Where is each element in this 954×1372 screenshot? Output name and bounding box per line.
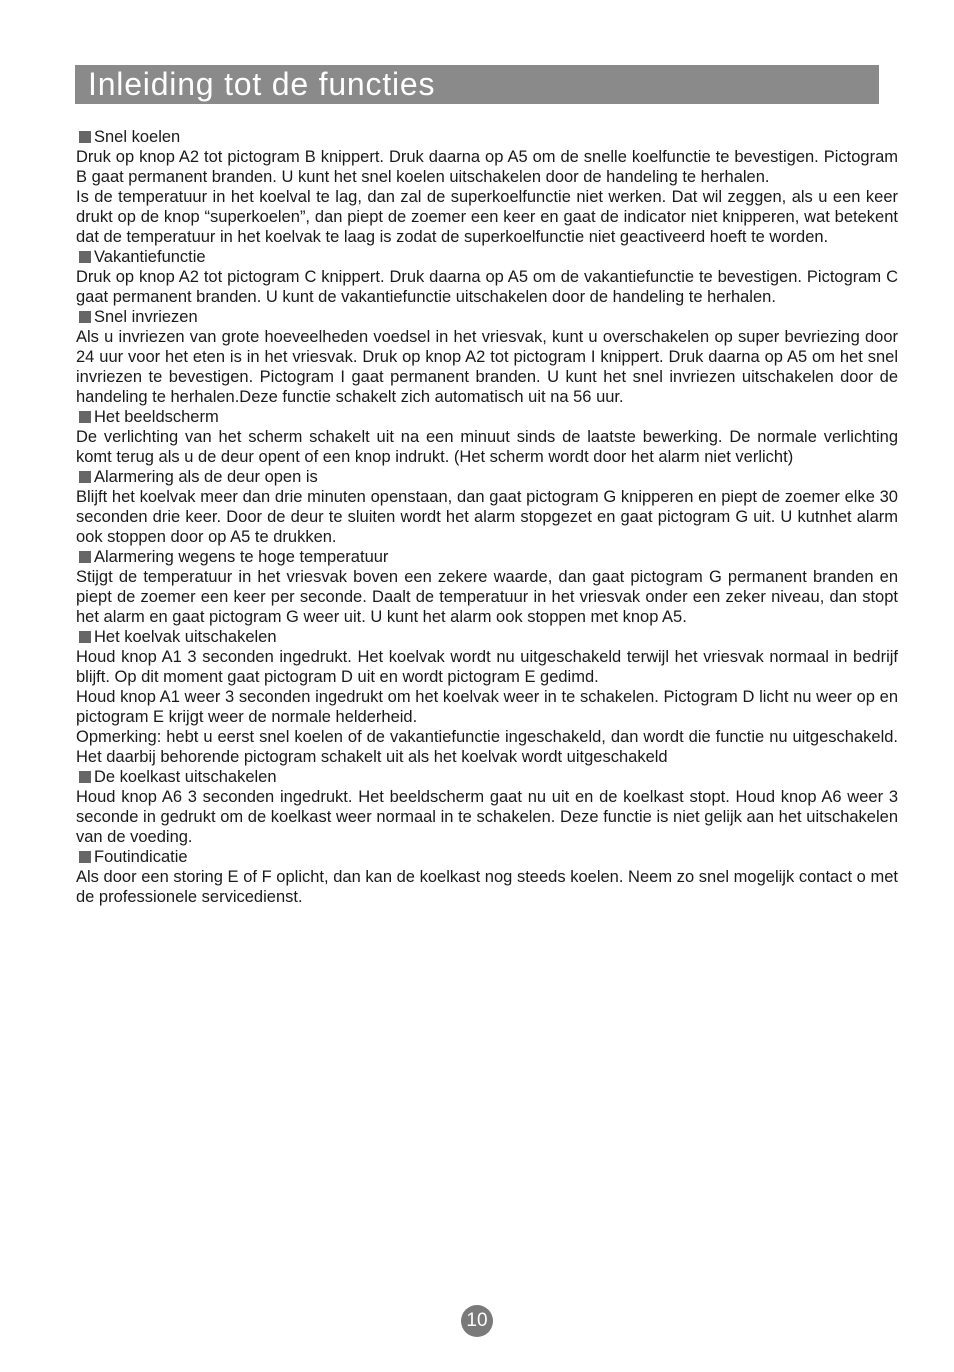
section-heading-alarm-temperatuur: [76, 547, 898, 567]
square-bullet-icon: [79, 771, 91, 783]
section-heading-foutindicatie: [76, 847, 898, 867]
paragraph: Stijgt de temperatuur in het vriesvak boven een zekere waarde, dan gaat pictogram G permanent branden en piept de zoemer een keer per seconde. Daalt de temperatuur in het vriesvak onder een zeker niveau, dan stopt het alarm en gaat pictogram G weer uit. U kunt het alarm ook stoppen met knop A5.: [76, 568, 898, 626]
section-heading-koelkast-uitschakelen: [76, 767, 898, 787]
section-title: De koelkast uitschakelen: [94, 768, 277, 786]
section-heading-snel-invriezen: [76, 307, 898, 327]
section-title: Snel invriezen: [94, 308, 198, 326]
section-title: Het beeldscherm: [94, 408, 219, 426]
section-title: Foutindicatie: [94, 848, 188, 866]
section-heading-snel-koelen: [76, 127, 898, 147]
paragraph: Druk op knop A2 tot pictogram C knippert. Druk daarna op A5 om de vakantiefunctie te bevestigen. Pictogram C gaat permanent branden. U kunt de vakantiefunctie uitschakelen door de handeling te herhalen.: [76, 268, 898, 306]
paragraph: Houd knop A1 weer 3 seconden ingedrukt om het koelvak weer in te schakelen. Pictogram D licht nu weer op en pictogram E krijgt weer de normale helderheid.: [76, 688, 898, 726]
section-heading-koelvak-uitschakelen: [76, 627, 898, 647]
section-title: Het koelvak uitschakelen: [94, 628, 277, 646]
paragraph: Als door een storing E of F oplicht, dan kan de koelkast nog steeds koelen. Neem zo snel mogelijk contact o met de professionele servicedienst.: [76, 868, 898, 906]
page-title: Inleiding tot de functies: [88, 66, 436, 102]
section-title: Vakantiefunctie: [94, 248, 206, 266]
square-bullet-icon: [79, 131, 91, 143]
paragraph: Houd knop A6 3 seconden ingedrukt. Het beeldscherm gaat nu uit en de koelkast stopt. Houd knop A6 weer 3 seconde in gedrukt om de koelkast weer normaal in te schakelen. Deze functie is niet gelijk aan het uitschakelen van de voeding.: [76, 788, 898, 846]
paragraph: Houd knop A1 3 seconden ingedrukt. Het koelvak wordt nu uitgeschakeld terwijl het vriesvak normaal in bedrijf blijft. Op dit moment gaat pictogram D uit en wordt pictogram E gedimd.: [76, 648, 898, 686]
square-bullet-icon: [79, 471, 91, 483]
square-bullet-icon: [79, 631, 91, 643]
page-number-badge: 10: [461, 1305, 493, 1337]
section-title: Alarmering als de deur open is: [94, 468, 318, 486]
section-title: Snel koelen: [94, 128, 181, 146]
section-heading-alarm-deur: [76, 467, 898, 487]
paragraph: Druk op knop A2 tot pictogram B knippert. Druk daarna op A5 om de snelle koelfunctie te bevestigen. Pictogram B gaat permanent branden. U kunt het snel koelen uitschakelen door de handeling te herhalen.: [76, 148, 898, 186]
title-bar: [75, 65, 879, 104]
square-bullet-icon: [79, 251, 91, 263]
paragraph: De verlichting van het scherm schakelt uit na een minuut sinds de laatste bewerking. De normale verlichting komt terug als u de deur opent of een knop indrukt. (Het scherm wordt door het alarm niet verlicht): [76, 428, 898, 466]
square-bullet-icon: [79, 311, 91, 323]
square-bullet-icon: [79, 551, 91, 563]
paragraph: Als u invriezen van grote hoeveelheden voedsel in het vriesvak, kunt u overschakelen op super bevriezing door 24 uur voor het eten is in het vriesvak. Druk op knop A2 tot pictogram I knippert. Druk daarna op A5 om het snel invriezen te bevestigen. Pictogram I gaat permanent branden. U kunt het snel invriezen uitschakelen door de handeling te herhalen.Deze functie schakelt zich automatisch uit na 56 uur.: [76, 328, 898, 406]
section-heading-vakantiefunctie: [76, 247, 898, 267]
square-bullet-icon: [79, 851, 91, 863]
paragraph: Opmerking: hebt u eerst snel koelen of de vakantiefunctie ingeschakeld, dan wordt die functie nu uitgeschakeld. Het daarbij behorende pictogram schakelt uit als het koelvak wordt uitgeschakeld: [76, 728, 898, 766]
square-bullet-icon: [79, 411, 91, 423]
paragraph: Is de temperatuur in het koelval te lag, dan zal de superkoelfunctie niet werken. Dat wil zeggen, als u een keer drukt op de knop “superkoelen”, dan piept de zoemer een keer en gaat de indicator niet knipperen, wat betekent dat de temperatuur in het koelvak te laag is zodat de superkoelfunctie niet geactiveerd hoeft te worden.: [76, 188, 898, 246]
section-title: Alarmering wegens te hoge temperatuur: [94, 548, 389, 566]
section-heading-het-beeldscherm: [76, 407, 898, 427]
paragraph: Blijft het koelvak meer dan drie minuten openstaan, dan gaat pictogram G knipperen en piept de zoemer elke 30 seconden drie keer. Door de deur te sluiten wordt het alarm stopgezet en gaat pictogram G uit. U kutnhet alarm ook stoppen door op A5 te drukken.: [76, 488, 898, 546]
content-body: [76, 127, 898, 907]
